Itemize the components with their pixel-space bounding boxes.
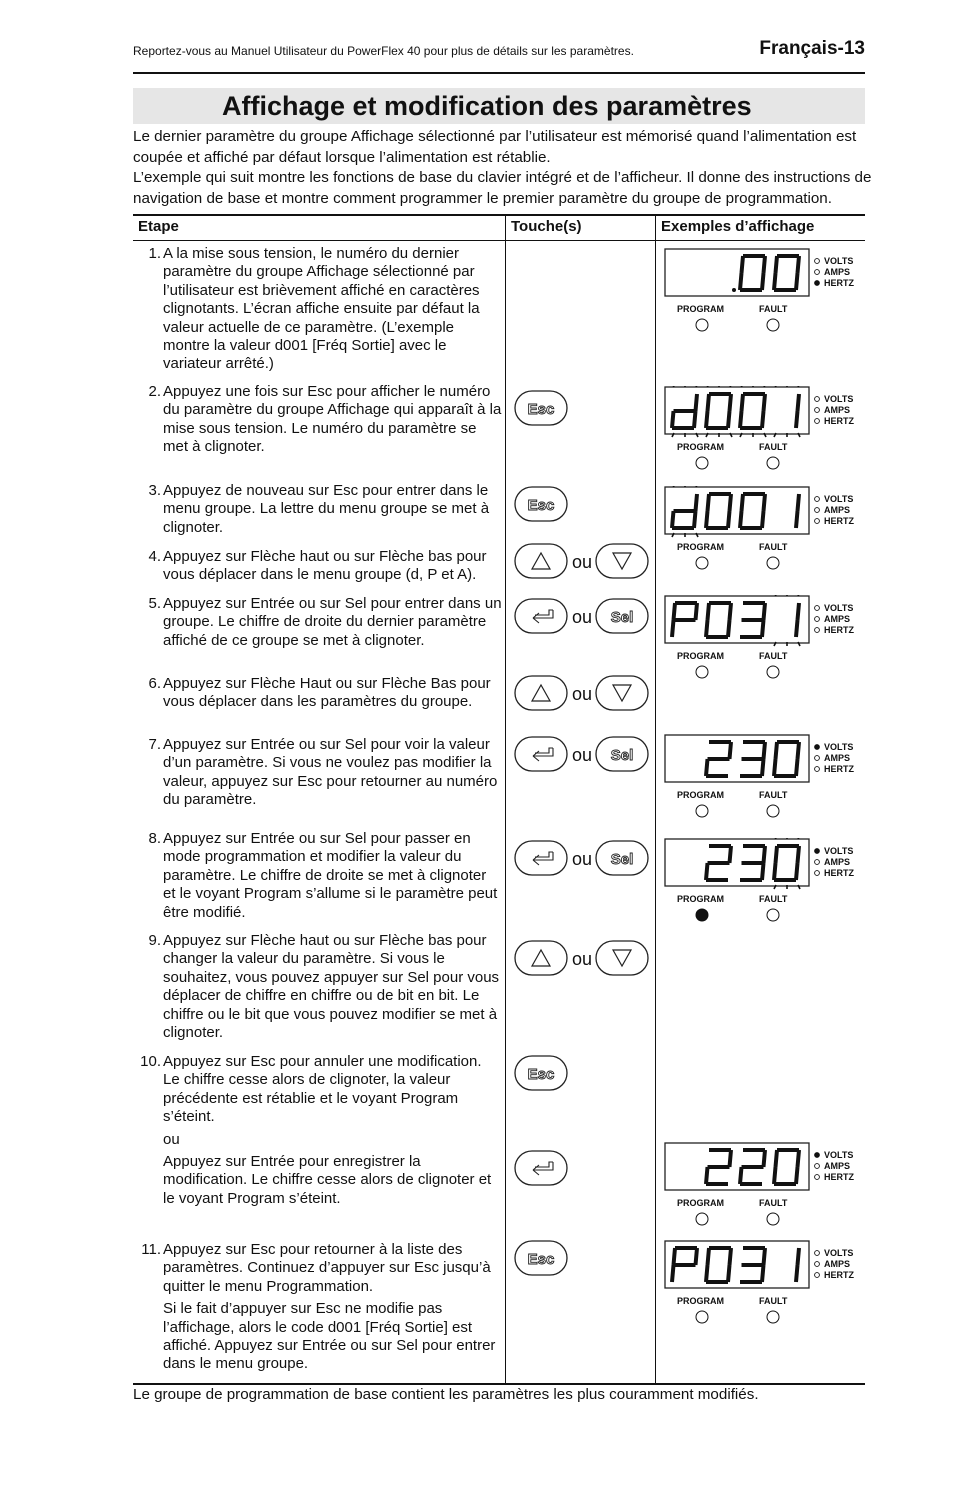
step-text: A la mise sous tension, le numéro du dernier paramètre du groupe Affichage sélectionné par l’utilisateur est brièvement affiché en caractères clignotants. L’écran affiche ensuite par défaut la valeur actuelle de ce paramètre. (L’exemple montre la valeur d001 [Fréq Sortie] avec le variateur arrêté.) [163, 245, 480, 373]
led-display [664, 595, 864, 685]
column-divider [505, 214, 506, 1383]
step-5 [136, 595, 502, 650]
step-text: Appuyez sur Entrée ou sur Sel pour voir la valeur d’un paramètre. Si vous ne voulez pas modifier la valeur, appuyez sur Esc pour retourner au numéro du paramètre. [163, 736, 498, 809]
key-group [514, 940, 650, 976]
or-label: ou [571, 745, 593, 765]
amps-indicator [815, 1262, 820, 1267]
program-led [696, 909, 708, 921]
program-led [696, 557, 708, 569]
key-group [514, 390, 650, 426]
up-arrow-button[interactable] [515, 941, 567, 975]
amps-label: AMPS [824, 267, 851, 277]
volts-label: VOLTS [824, 1150, 854, 1160]
fault-label: FAULT [759, 1296, 788, 1306]
amps-label: AMPS [824, 753, 851, 763]
sel-key-label: Sel [610, 747, 634, 764]
decimal-point [732, 288, 736, 292]
esc-button[interactable] [515, 1056, 567, 1090]
intro-paragraph-2: L’exemple qui suit montre les fonctions de base du clavier intégré et de l’afficheur. Il donne des instructions de navigation de base et montre comment programmer le premier paramètre du groupe de programmation. [133, 169, 872, 207]
amps-indicator [815, 1164, 820, 1169]
column-header-display: Exemples d’affichage [661, 218, 815, 235]
step-number: 11. [141, 1241, 161, 1258]
amps-indicator [815, 408, 820, 413]
fault-led [767, 805, 779, 817]
step-text: Appuyez sur Esc pour retourner à la liste des paramètres. Continuez d’appuyer sur Esc jusqu’à quitter le menu Programmation. [163, 1241, 491, 1295]
amps-indicator [815, 508, 820, 513]
program-label: PROGRAM [677, 1296, 724, 1306]
volts-indicator [815, 606, 820, 611]
amps-label: AMPS [824, 405, 851, 415]
step-6 [136, 675, 502, 712]
volts-label: VOLTS [824, 256, 854, 266]
program-label: PROGRAM [677, 442, 724, 452]
down-arrow-button[interactable] [596, 676, 648, 710]
step-alt-text: Appuyez sur Entrée pour enregistrer la modification. Le chiffre cesse alors de clignoter et le voyant Program s’éteint. [163, 1153, 492, 1207]
volts-indicator [815, 497, 820, 502]
down-arrow-button[interactable] [596, 941, 648, 975]
step-number: 4. [148, 548, 161, 565]
step-alt-text: Si le fait d’appuyer sur Esc ne modifie pas l’affichage, alors le code d001 [Fréq Sortie] est affiché. Appuyez sur Entrée ou sur Sel pour entrer dans le menu groupe. [163, 1300, 496, 1373]
table-bottom-rule [133, 1383, 865, 1385]
amps-indicator [815, 860, 820, 865]
volts-label: VOLTS [824, 603, 854, 613]
volts-label: VOLTS [824, 1248, 854, 1258]
enter-button[interactable] [515, 599, 567, 633]
intro-paragraph-1: Le dernier paramètre du groupe Affichage sélectionné par l’utilisateur est mémorisé quand l’alimentation est coupée et affiché par défaut lorsque l’alimentation est rétablie. [133, 128, 857, 166]
fault-label: FAULT [759, 1198, 788, 1208]
step-number: 1. [148, 245, 161, 262]
step-9 [136, 932, 502, 1042]
fault-label: FAULT [759, 304, 788, 314]
amps-indicator [815, 270, 820, 275]
hertz-label: HERTZ [824, 868, 854, 878]
hertz-indicator [815, 1175, 820, 1180]
step-text: Appuyez une fois sur Esc pour afficher le numéro du paramètre du groupe Affichage qui apparaît à la mise sous tension. Le numéro du paramètre se met à clignoter. [163, 383, 502, 456]
enter-button[interactable] [515, 1151, 567, 1185]
column-header-keys: Touche(s) [511, 218, 582, 235]
led-display [664, 734, 864, 824]
volts-label: VOLTS [824, 394, 854, 404]
fault-led [767, 666, 779, 678]
esc-key-label: Esc [527, 497, 555, 514]
enter-button[interactable] [515, 737, 567, 771]
step-8 [136, 830, 502, 922]
sel-key-label: Sel [610, 851, 634, 868]
fault-led [767, 1311, 779, 1323]
footer-note: Le groupe de programmation de base contient les paramètres les plus couramment modifiés. [133, 1386, 759, 1403]
step-10 [136, 1053, 502, 1208]
fault-label: FAULT [759, 894, 788, 904]
led-display [664, 1240, 864, 1330]
column-header-step: Etape [138, 218, 179, 235]
column-divider [655, 214, 656, 1383]
esc-key-label: Esc [527, 1066, 555, 1083]
step-11 [136, 1241, 502, 1374]
fault-label: FAULT [759, 651, 788, 661]
led-display [664, 486, 864, 576]
key-group [514, 486, 650, 522]
fault-led [767, 909, 779, 921]
esc-key-label: Esc [527, 1251, 555, 1268]
step-number: 5. [148, 595, 161, 612]
page-title: Affichage et modification des paramètres [222, 91, 752, 121]
esc-button[interactable] [515, 487, 567, 521]
header-reference: Reportez-vous au Manuel Utilisateur du PowerFlex 40 pour plus de détails sur les paramètres. [133, 44, 634, 58]
hertz-indicator [815, 281, 820, 286]
amps-label: AMPS [824, 505, 851, 515]
key-group [514, 736, 650, 772]
hertz-indicator [815, 419, 820, 424]
page-label: Français-13 [759, 38, 865, 59]
program-label: PROGRAM [677, 790, 724, 800]
sel-button[interactable] [596, 841, 648, 875]
hertz-label: HERTZ [824, 516, 854, 526]
esc-key-label: Esc [527, 401, 555, 418]
step-4 [136, 548, 502, 585]
step-text: Appuyez sur Flèche haut ou sur Flèche bas pour vous déplacer dans le menu groupe (d, P et A). [163, 548, 487, 584]
or-label: ou [571, 684, 593, 704]
program-label: PROGRAM [677, 542, 724, 552]
volts-label: VOLTS [824, 742, 854, 752]
program-label: PROGRAM [677, 1198, 724, 1208]
led-display [664, 1142, 864, 1232]
fault-led [767, 457, 779, 469]
sel-key-label: Sel [610, 609, 634, 626]
amps-label: AMPS [824, 614, 851, 624]
step-number: 2. [148, 383, 161, 400]
program-led [696, 457, 708, 469]
hertz-indicator [815, 871, 820, 876]
step-text: Appuyez de nouveau sur Esc pour entrer dans le menu groupe. La lettre du menu groupe se met à clignoter. [163, 482, 490, 536]
or-label: ou [571, 552, 593, 572]
or-label: ou [571, 849, 593, 869]
volts-indicator [815, 745, 820, 750]
program-led [696, 666, 708, 678]
program-led [696, 805, 708, 817]
hertz-label: HERTZ [824, 764, 854, 774]
volts-label: VOLTS [824, 846, 854, 856]
hertz-indicator [815, 519, 820, 524]
step-text: Appuyez sur Entrée ou sur Sel pour entrer dans un groupe. Le chiffre de droite du dernier paramètre affiché de ce groupe se met à clignoter. [163, 595, 502, 649]
intro [133, 127, 873, 209]
key-group [514, 675, 650, 711]
key-group [514, 840, 650, 876]
esc-button[interactable] [515, 1241, 567, 1275]
step-number: 7. [148, 736, 161, 753]
hertz-label: HERTZ [824, 625, 854, 635]
program-label: PROGRAM [677, 304, 724, 314]
step-text: Appuyez sur Entrée ou sur Sel pour passer en mode programmation et modifier la valeur du paramètre. Le chiffre de droite se met à clignoter et le voyant Program s’allume si le paramètre peut être modifié. [163, 830, 498, 921]
amps-label: AMPS [824, 1259, 851, 1269]
volts-indicator [815, 259, 820, 264]
hertz-label: HERTZ [824, 1172, 854, 1182]
up-arrow-button[interactable] [515, 544, 567, 578]
step-number: 10. [140, 1053, 161, 1070]
program-label: PROGRAM [677, 894, 724, 904]
step-number: 6. [148, 675, 161, 692]
or-label: ou [571, 949, 593, 969]
hertz-label: HERTZ [824, 416, 854, 426]
key-group [514, 543, 650, 579]
amps-label: AMPS [824, 857, 851, 867]
or-label: ou [571, 607, 593, 627]
step-number: 8. [148, 830, 161, 847]
key-group [514, 1150, 650, 1186]
esc-button[interactable] [515, 391, 567, 425]
program-led [696, 319, 708, 331]
key-group [514, 1240, 650, 1276]
hertz-indicator [815, 767, 820, 772]
volts-label: VOLTS [824, 494, 854, 504]
step-3 [136, 482, 502, 537]
fault-led [767, 1213, 779, 1225]
amps-label: AMPS [824, 1161, 851, 1171]
program-led [696, 1213, 708, 1225]
step-2 [136, 383, 502, 457]
sel-button[interactable] [596, 599, 648, 633]
enter-button[interactable] [515, 841, 567, 875]
volts-indicator [815, 1153, 820, 1158]
volts-indicator [815, 1251, 820, 1256]
step-text: Appuyez sur Esc pour annuler une modification. Le chiffre cesse alors de clignoter, la valeur précédente est rétablie et le voyant Program s’éteint. [163, 1053, 482, 1126]
fault-label: FAULT [759, 442, 788, 452]
sel-button[interactable] [596, 737, 648, 771]
step-number: 9. [148, 932, 161, 949]
header-rule [133, 72, 865, 74]
step-text: Appuyez sur Flèche Haut ou sur Flèche Bas pour vous déplacer dans les paramètres du groupe. [163, 675, 491, 711]
volts-indicator [815, 849, 820, 854]
table-header-rule [133, 240, 865, 241]
up-arrow-button[interactable] [515, 676, 567, 710]
led-display [664, 838, 864, 928]
program-label: PROGRAM [677, 651, 724, 661]
fault-led [767, 319, 779, 331]
amps-indicator [815, 617, 820, 622]
amps-indicator [815, 756, 820, 761]
volts-indicator [815, 397, 820, 402]
step-1 [136, 245, 502, 374]
hertz-label: HERTZ [824, 1270, 854, 1280]
program-led [696, 1311, 708, 1323]
led-display [664, 248, 864, 338]
step-or: ou [163, 1130, 180, 1148]
hertz-label: HERTZ [824, 278, 854, 288]
fault-label: FAULT [759, 790, 788, 800]
fault-led [767, 557, 779, 569]
fault-label: FAULT [759, 542, 788, 552]
down-arrow-button[interactable] [596, 544, 648, 578]
step-number: 3. [148, 482, 161, 499]
step-7 [136, 736, 502, 810]
hertz-indicator [815, 1273, 820, 1278]
key-group [514, 598, 650, 634]
table-top-rule [133, 214, 865, 216]
led-display [664, 386, 864, 476]
key-group [514, 1055, 650, 1091]
step-text: Appuyez sur Flèche haut ou sur Flèche bas pour changer la valeur du paramètre. Si vous le souhaitez, vous pouvez appuyer sur Sel pour vous déplacer de chiffre en chiffre ou de bit en bit. Le chiffre ou le bit que vous pouvez modifier se met à clignoter. [163, 932, 500, 1042]
hertz-indicator [815, 628, 820, 633]
